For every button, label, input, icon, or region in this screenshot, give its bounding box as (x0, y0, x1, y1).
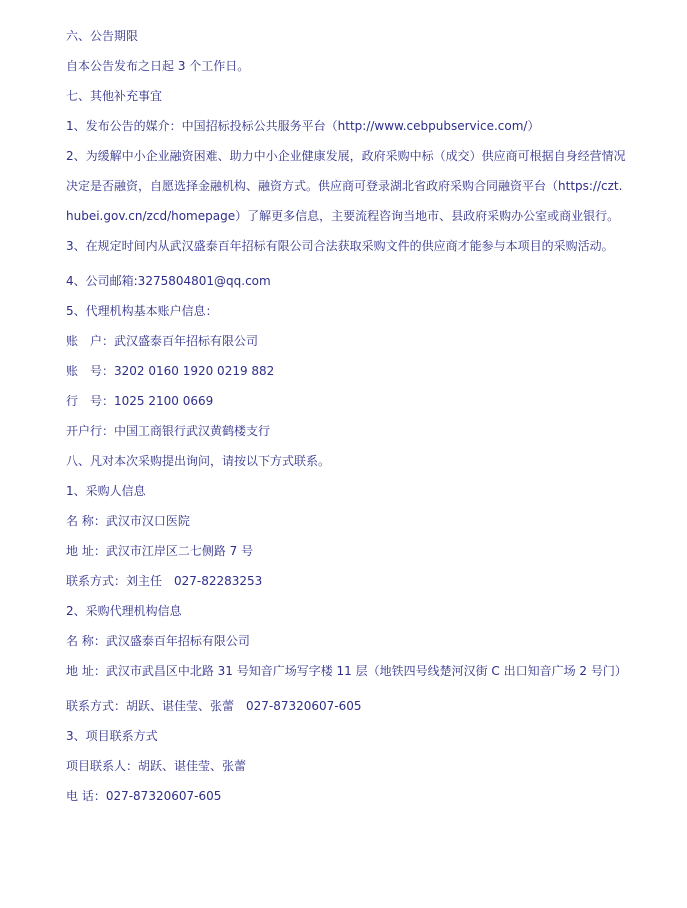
agency-info-heading: 2、采购代理机构信息 (66, 604, 182, 618)
agency-address-paragraph: 地 址：武汉市武昌区中北路 31 号知音广场写字楼 11 层（地铁四号线楚河汉街 C 出口知音广场 2 号门） (66, 664, 627, 678)
purchaser-contact-text: 联系方式：刘主任 027-82283253 (66, 574, 263, 588)
section-heading-other-matters: 七、其他补充事宜 (66, 89, 163, 103)
opening-bank-text: 开户行：中国工商银行武汉黄鹤楼支行 (66, 424, 271, 438)
purchaser-address-text: 地 址：武汉市江岸区二七侧路 7 号 (66, 544, 254, 558)
project-phone-text: 电 话：027-87320607-605 (66, 789, 222, 803)
financing-notice-paragraph: 2、为缓解中小企业融资困难、助力中小企业健康发展，政府采购中标（成交）供应商可根据自身经营情况决定是否融资，自愿选择金融机构、融资方式。供应商可登录湖北省政府采购合同融资平台（https://czt.hubei.gov.cn/zcd/homepage）了解更多信息，主要流程咨询当地市、县政府采购办公室或商业银行。 (66, 149, 626, 223)
notice-period-text: 自本公告发布之日起 3 个工作日。 (66, 59, 250, 73)
section-heading-notice-period: 六、公告期限 (66, 29, 139, 43)
publication-media-text: 1、发布公告的媒介：中国招标投标公共服务平台（http://www.cebpubservice.com/） (66, 119, 540, 133)
agency-contact-text: 联系方式：胡跃、谌佳莹、张蕾 027-87320607-605 (66, 699, 362, 713)
agency-account-heading: 5、代理机构基本账户信息： (66, 304, 218, 318)
project-contact-person-text: 项目联系人：胡跃、谌佳莹、张蕾 (66, 759, 247, 773)
announcement-document (66, 26, 626, 816)
project-contact-heading: 3、项目联系方式 (66, 729, 158, 743)
company-email-text: 4、公司邮箱:3275804801@qq.com (66, 274, 271, 288)
account-number-text: 账 号：3202 0160 1920 0219 882 (66, 364, 275, 378)
account-name-text: 账 户：武汉盛泰百年招标有限公司 (66, 334, 259, 348)
purchaser-name-text: 名 称：武汉市汉口医院 (66, 514, 190, 528)
agency-name-text: 名 称：武汉盛泰百年招标有限公司 (66, 634, 250, 648)
bank-code-text: 行 号：1025 2100 0669 (66, 394, 214, 408)
procurement-eligibility-paragraph: 3、在规定时间内从武汉盛泰百年招标有限公司合法获取采购文件的供应商才能参与本项目的采购活动。 (66, 239, 614, 253)
section-heading-contact: 八、凡对本次采购提出询问，请按以下方式联系。 (66, 454, 331, 468)
purchaser-info-heading: 1、采购人信息 (66, 484, 146, 498)
